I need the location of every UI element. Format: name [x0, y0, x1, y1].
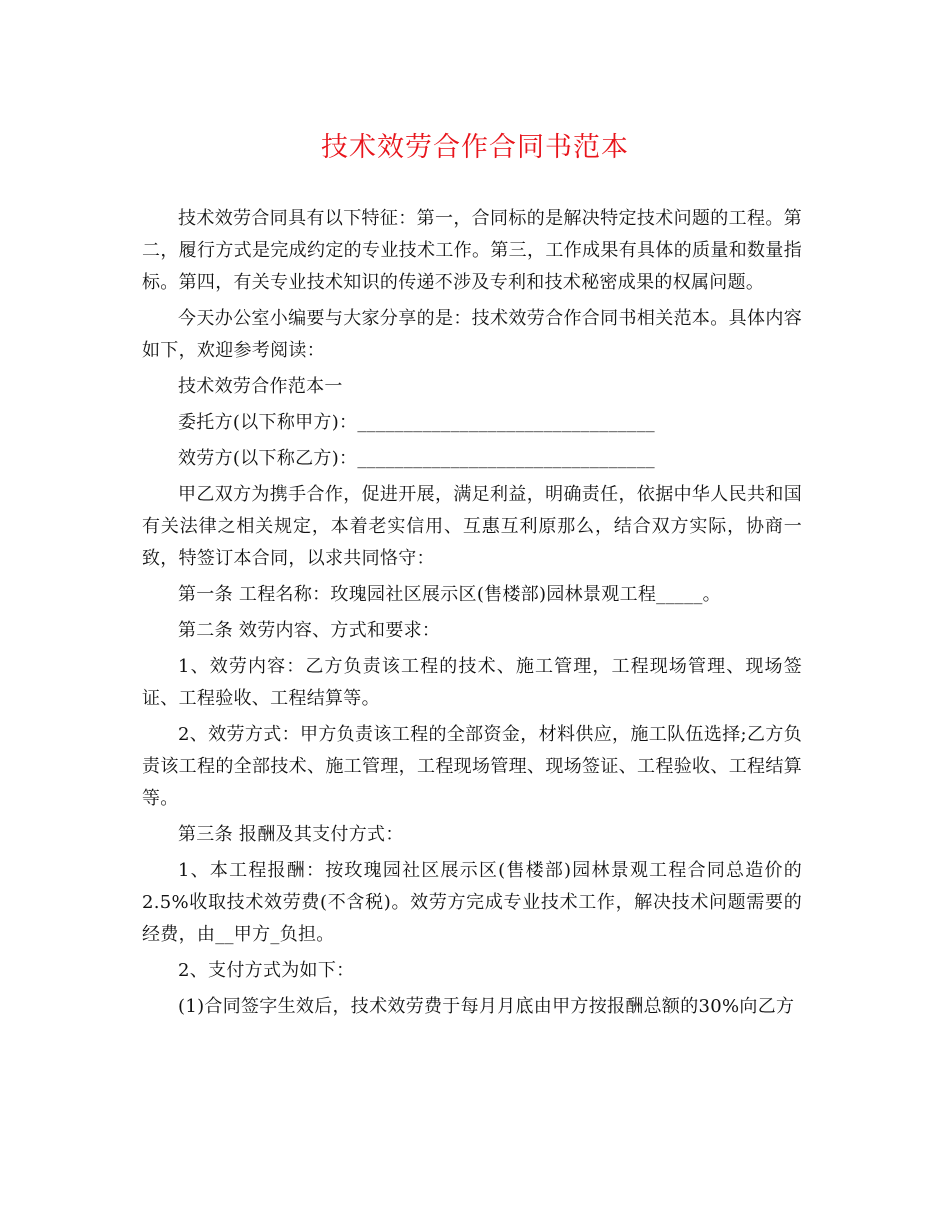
document-body: [142, 203, 802, 1027]
paragraph-article-2: 第二条 效劳内容、方式和要求：: [178, 620, 441, 641]
paragraph-party-b: 效劳方(以下称乙方)：________________________________: [178, 448, 655, 469]
paragraph-service-method: 2、效劳方式：甲方负责该工程的全部资金，材料供应，施工队伍选择;乙方负责该工程的全部技术、施工管理，工程现场管理、现场签证、工程验收、工程结算等。: [142, 724, 802, 809]
document-title: 技术效劳合作合同书范本: [321, 132, 629, 163]
paragraph-payment-item-1: (1)合同签字生效后，技术效劳费于每月月底由甲方按报酬总额的30%向乙方: [178, 996, 795, 1017]
paragraph-remuneration: 1、本工程报酬：按玫瑰园社区展示区(售楼部)园林景观工程合同总造价的2.5%收取技术效劳费(不含税)。效劳方完成专业技术工作，解决技术问题需要的经费，由__甲方_负担。: [142, 860, 802, 945]
paragraph-features: 技术效劳合同具有以下特征：第一，合同标的是解决特定技术问题的工程。第二，履行方式是完成约定的专业技术工作。第三，工作成果有具体的质量和数量指标。第四，有关专业技术知识的传递不涉及专利和技术秘密成果的权属问题。: [142, 208, 802, 293]
paragraph-party-a: 委托方(以下称甲方)：________________________________: [178, 412, 655, 433]
paragraph-article-1: 第一条 工程名称：玫瑰园社区展示区(售楼部)园林景观工程_____。: [178, 584, 721, 605]
paragraph-payment-method: 2、支付方式为如下：: [178, 960, 355, 981]
paragraph-preamble: 甲乙双方为携手合作，促进开展，满足利益，明确责任，依据中华人民共和国有关法律之相关规定，本着老实信用、互惠互利原那么，结合双方实际，协商一致，特签订本合同，以求共同恪守：: [142, 484, 802, 569]
paragraph-sample-heading: 技术效劳合作范本一: [178, 376, 343, 397]
paragraph-service-content: 1、效劳内容：乙方负责该工程的技术、施工管理，工程现场管理、现场签证、工程验收、工程结算等。: [142, 656, 802, 709]
paragraph-article-3: 第三条 报酬及其支付方式：: [178, 824, 404, 845]
paragraph-intro: 今天办公室小编要与大家分享的是：技术效劳合作合同书相关范本。具体内容如下，欢迎参考阅读：: [142, 308, 802, 361]
